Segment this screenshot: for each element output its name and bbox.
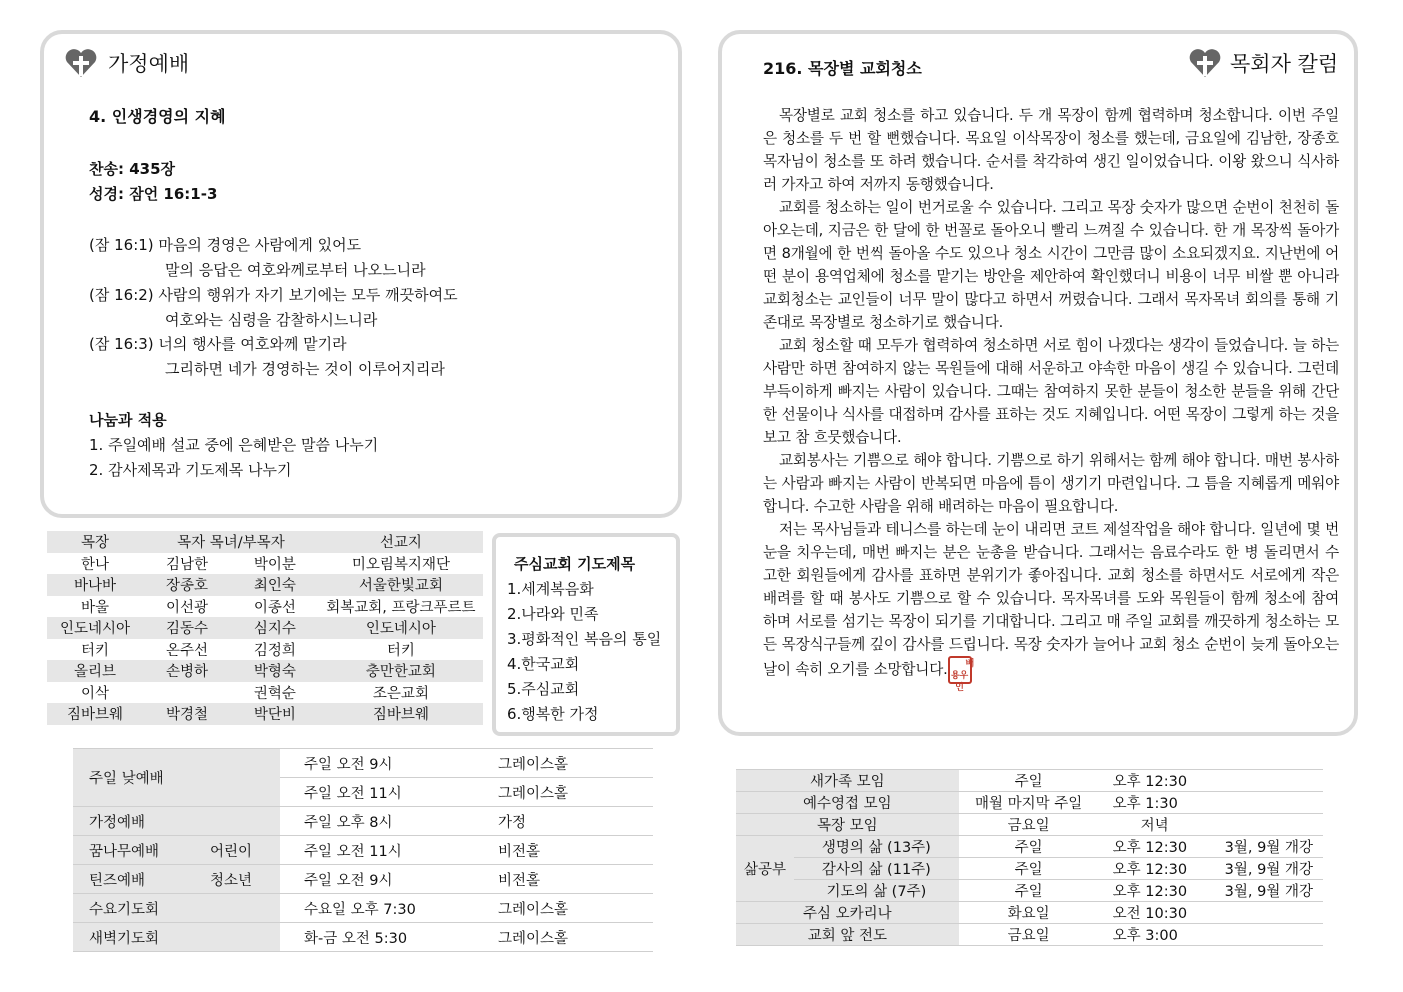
meeting-note [1211,902,1323,924]
table-cell: 이종선 [253,599,296,616]
meetings-table [736,769,1323,946]
table-row [736,924,1323,946]
service-sub [194,807,280,836]
heart-cross-icon [1188,48,1222,78]
meeting-note [1211,814,1323,836]
service-sub: 청소년 [194,865,280,894]
table-cell: 박경철 [143,703,231,725]
table-cell: 충만한교회 [319,660,483,682]
sharing-title: 나눔과 적용 [89,411,167,429]
table-row [73,807,653,836]
table-row [736,836,1323,858]
service-place: 그레이스홀 [482,923,653,952]
meeting-name: 새가족 모임 [736,770,959,792]
table-row [736,770,1323,792]
prayer-item: 6.행복한 가정 [507,705,599,723]
mokjang-table [47,531,483,725]
meeting-note [1211,792,1323,814]
meeting-note: 3월, 9월 개강 [1211,880,1323,902]
table-cell: 온주선 [165,642,208,659]
column-header: 목자 목녀/부목자 [143,531,319,553]
prayer-item: 1.세계복음화 [507,580,594,598]
prayer-topics-box [492,533,680,736]
meeting-name: 교회 앞 전도 [736,924,959,946]
table-row [47,574,483,596]
service-name: 틴즈예배 [73,865,194,894]
table-cell: 박단비 [231,703,319,725]
column-paragraph: 교회 청소할 때 모두가 협력하여 청소하면 서로 힘이 나겠다는 생각이 들었습니다. 늘 하는 사람만 하면 참여하지 않는 목원들에 대해 서운하고 야속한 마음이 생길 수 있습니다. 그런데 부득이하게 빠지는 사람이 있습니다. 그때는 참여하지 못한 분들이 청소한 분들을 위해 간단한 선물이나 식사를 대접하며 감사를 표하는 것도 지혜입니다. 어떤 목장이 그렇게 하는 것을 보고 참 흐뭇했습니다. [763,337,1339,446]
meeting-day: 주일 [959,858,1099,880]
table-row [73,923,653,952]
meeting-time: 오전 10:30 [1099,902,1211,924]
meeting-time: 오후 12:30 [1099,770,1211,792]
seal-stamp: 배용우인 [948,656,972,684]
prayer-item: 3.평화적인 복음의 통일 [507,630,662,648]
table-row [736,792,1323,814]
column-title: 216. 목장별 교회청소 [763,59,922,78]
meeting-day: 주일 [959,836,1099,858]
table-cell: 인도네시아 [47,617,143,639]
column-header: 선교지 [319,531,483,553]
service-time: 주일 오전 11시 [280,836,482,865]
meeting-note [1211,770,1323,792]
column-body [763,104,1339,693]
table-row [47,682,483,704]
table-cell: 바나바 [47,574,143,596]
table-cell: 올리브 [47,660,143,682]
table-cell: 김동수 [143,617,231,639]
table-row [73,749,653,778]
table-header-row [47,531,483,553]
meeting-time: 오후 12:30 [1099,880,1211,902]
meeting-name: 목장 모임 [736,814,959,836]
table-cell: 조은교회 [372,685,429,702]
table-cell: 이선광 [165,599,208,616]
meeting-day: 주일 [959,880,1099,902]
service-place: 비전홀 [482,865,653,894]
lesson-title: 4. 인생경영의 지혜 [89,107,226,126]
table-row [73,865,653,894]
verse-line: (잠 16:1) 마음의 경영은 사람에게 있어도 [89,236,362,254]
table-cell: 심지수 [231,617,319,639]
verse-line: 말의 응답은 여호와께로부터 나오느니라 [165,261,426,279]
meeting-name: 생명의 삶 (13주) [794,836,959,858]
table-cell: 인도네시아 [319,617,483,639]
meeting-name: 감사의 삶 (11주) [794,858,959,880]
pastor-column-panel [718,30,1358,736]
meeting-time: 오후 1:30 [1099,792,1211,814]
meeting-name: 기도의 삶 (7주) [794,880,959,902]
table-cell: 이삭 [80,685,109,702]
verse-line: (잠 16:3) 너의 행사를 여호와께 맡기라 [89,335,347,353]
meeting-name: 예수영접 모임 [736,792,959,814]
meeting-note [1211,924,1323,946]
table-cell [143,682,231,704]
table-row [47,617,483,639]
table-cell: 바울 [80,599,109,616]
service-place: 그레이스홀 [482,749,653,778]
column-paragraph: 교회를 청소하는 일이 번거로울 수 있습니다. 그리고 목장 숫자가 많으면 순번이 천천히 돌아오는데, 지금은 한 달에 한 번꼴로 돌아오니 빨리 느껴질 수 있습니다. 한 개 목장씩 돌아가면 8개월에 한 번씩 돌아올 수도 있으나 청소 시간이 그만큼 많이 소요되겠지요. 지난번에 어떤 분이 용역업체에 청소를 맡기는 방안을 제안하여 확인했더니 비용이 너무 비쌀 뿐 아니라 교회청소는 교인들이 너무 말이 많다고 하면서 꺼렸습니다. 그래서 목자목녀 회의를 통해 기존대로 목장별로 청소하기로 했습니다. [763,199,1339,331]
worship-schedule-table [73,748,653,952]
table-cell: 짐바브웨 [319,703,483,725]
table-cell: 터키 [386,642,415,659]
service-name: 가정예배 [73,807,194,836]
service-name: 수요기도회 [73,894,194,923]
table-row [736,880,1323,902]
table-cell: 회복교회, 프랑크푸르트 [326,599,476,616]
table-cell: 장종호 [143,574,231,596]
meeting-day: 금요일 [959,924,1099,946]
sharing-item: 1. 주일예배 설교 중에 은혜받은 말씀 나누기 [89,436,379,454]
meeting-group: 삶공부 [736,836,794,902]
table-row [47,639,483,661]
table-cell: 짐바브웨 [47,703,143,725]
table-row [736,814,1323,836]
panel-header: 목회자 칼럼 [1230,52,1339,76]
column-paragraph [763,518,1339,693]
service-time: 화-금 오전 5:30 [280,923,482,952]
service-time: 주일 오전 9시 [280,865,482,894]
verse-line: 그리하면 네가 경영하는 것이 이루어지리라 [165,360,445,378]
prayer-item: 5.주심교회 [507,680,580,698]
column-paragraph-text: 저는 목사님들과 테니스를 하는데 눈이 내리면 코트 제설작업을 해야 합니다. 일년에 몇 번 눈을 치우는데, 매번 빠지는 분은 눈총을 받습니다. 그래서는 음료수라도 한 병 돌리면서 수고한 회원들에게 감사를 표하면 분위기가 좋아집니다. 교회 청소를 하면서도 서로에게 작은 배려를 할 때 봉사도 기쁨으로 할 수 있습니다. 목자목녀를 도와 목원들이 함께 청소에 참여하며 서로를 섬기는 목장이 되기를 기대합니다. 그리고 매 주일 교회를 깨끗하게 청소하는 모든 목장식구들께 깊이 감사를 드립니다. 목장 숫자가 늘어나 교회 청소 순번이 늦게 돌아오는 날이 속히 오기를 소망합니다. [763,521,1339,678]
service-place: 가정 [482,807,653,836]
table-cell: 김남한 [165,556,208,573]
service-sub [194,894,280,923]
prayer-item: 2.나라와 민족 [507,605,599,623]
service-sub [194,923,280,952]
heart-cross-icon [64,48,98,78]
hymn: 찬송: 435장 [89,160,176,178]
service-name: 새벽기도회 [73,923,194,952]
table-cell: 손병하 [143,660,231,682]
verse-line: 여호와는 심령을 감찰하시느니라 [165,311,378,329]
table-cell: 서울한빛교회 [319,574,483,596]
column-paragraph: 교회봉사는 기쁨으로 해야 합니다. 기쁨으로 하기 위해서는 함께 해야 합니다. 매번 봉사하는 사람과 빠지는 사람이 반복되면 마음에 틈이 생기기 마련입니다. 그 틈을 지혜롭게 메워야 합니다. 수고한 사람을 위해 배려하는 마음이 필요합니다. [763,452,1339,515]
meeting-day: 주일 [959,770,1099,792]
table-cell: 최인숙 [231,574,319,596]
service-name: 꿈나무예배 [73,836,194,865]
table-row [736,902,1323,924]
prayer-title: 주심교회 기도제목 [514,555,636,573]
table-row [47,703,483,725]
table-cell: 한나 [80,556,109,573]
service-time: 주일 오전 11시 [280,778,482,807]
service-place: 비전홀 [482,836,653,865]
table-row [736,858,1323,880]
service-time: 수요일 오후 7:30 [280,894,482,923]
panel-header: 가정예배 [108,52,190,76]
table-cell: 권혁순 [253,685,296,702]
meeting-time: 저녁 [1099,814,1211,836]
family-worship-panel [40,30,682,518]
column-header: 목장 [47,531,143,553]
table-cell: 박형숙 [231,660,319,682]
service-time: 주일 오전 9시 [280,749,482,778]
meeting-day: 화요일 [959,902,1099,924]
table-cell: 미오림복지재단 [351,556,450,573]
column-paragraph: 목장별로 교회 청소를 하고 있습니다. 두 개 목장이 함께 협력하며 청소합니다. 이번 주일은 청소를 두 번 할 뻔했습니다. 목요일 이삭목장이 청소를 했는데, 금요일에 김남한, 장종호목자님이 청소를 또 하려 했습니다. 순서를 착각하여 생긴 일이었습니다. 이왕 왔으니 식사하러 가자고 하여 저까지 동행했습니다. [763,107,1339,193]
table-row [47,553,483,575]
meeting-time: 오후 3:00 [1099,924,1211,946]
service-name: 주일 낮예배 [73,749,194,807]
service-place: 그레이스홀 [482,778,653,807]
service-sub [194,749,280,807]
table-row [47,596,483,618]
table-row [47,660,483,682]
table-cell: 박이분 [253,556,296,573]
meeting-day: 금요일 [959,814,1099,836]
sharing-item: 2. 감사제목과 기도제목 나누기 [89,461,292,479]
scripture: 성경: 잠언 16:1-3 [89,185,218,203]
meeting-name: 주심 오카리나 [736,902,959,924]
table-row [73,894,653,923]
meeting-note: 3월, 9월 개강 [1211,836,1323,858]
table-row [73,836,653,865]
meeting-day: 매월 마지막 주일 [959,792,1099,814]
meeting-note: 3월, 9월 개강 [1211,858,1323,880]
table-cell: 김정희 [253,642,296,659]
prayer-item: 4.한국교회 [507,655,580,673]
meeting-time: 오후 12:30 [1099,858,1211,880]
meeting-time: 오후 12:30 [1099,836,1211,858]
service-sub: 어린이 [194,836,280,865]
service-place: 그레이스홀 [482,894,653,923]
table-cell: 터키 [80,642,109,659]
service-time: 주일 오후 8시 [280,807,482,836]
verse-line: (잠 16:2) 사람의 행위가 자기 보기에는 모두 깨끗하여도 [89,286,458,304]
